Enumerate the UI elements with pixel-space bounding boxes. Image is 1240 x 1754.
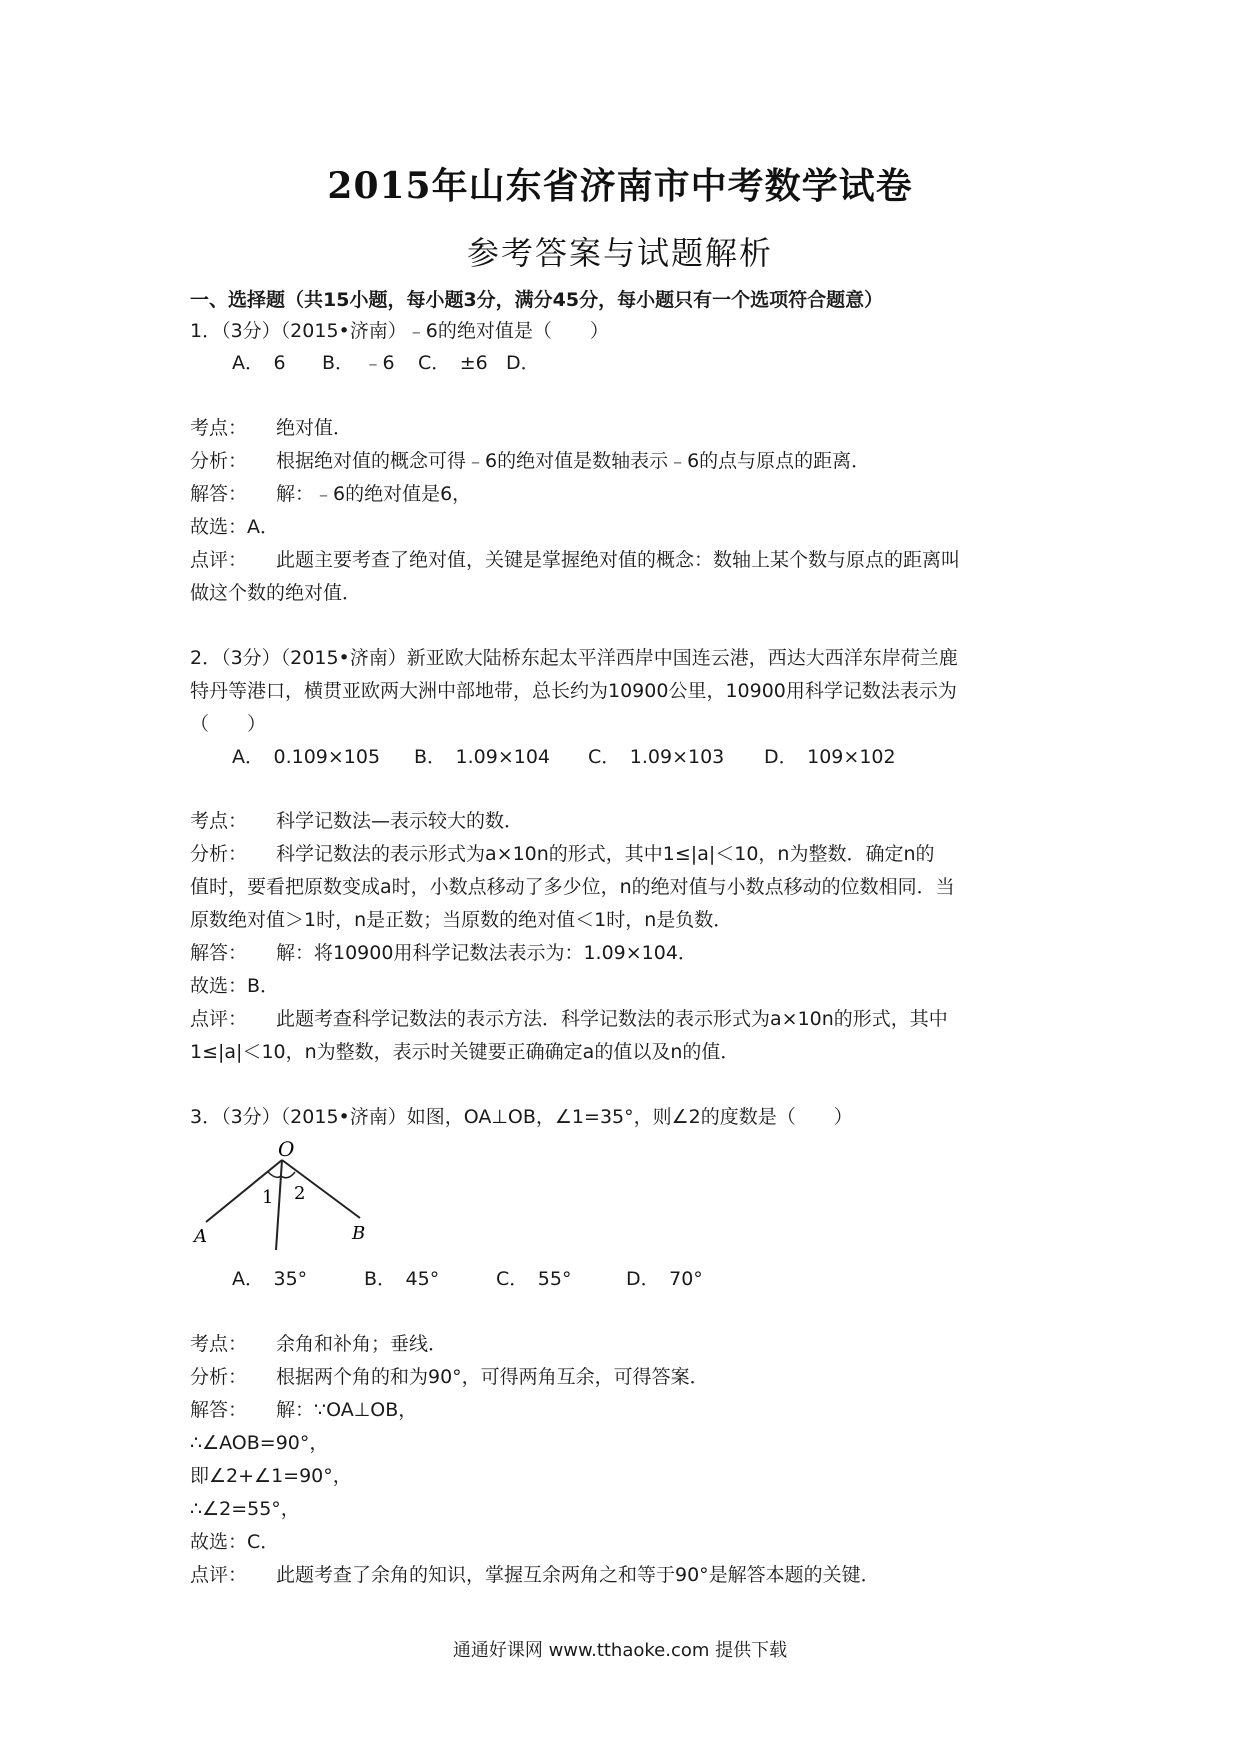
q2-kaodian — [190, 808, 523, 834]
q1-kaodian-label: 考点： — [190, 417, 248, 439]
q3-fenxi — [190, 1364, 709, 1390]
q1-answer: 故选：A． — [190, 516, 279, 538]
q2-stem-1: 2．（3分）（2015•济南）新亚欧大陆桥东起太平洋西岸中国连云港，西达大西洋东岸荷兰鹿 — [190, 647, 958, 669]
q2-option-a: A． 0.109×105 — [232, 746, 381, 768]
q1-dianping-label: 点评： — [190, 549, 248, 571]
q1-fenxi — [190, 448, 870, 474]
q3-fenxi-text: 根据两个角的和为90°，可得两角互余，可得答案． — [276, 1366, 709, 1388]
q2-fenxi-text: 科学记数法的表示形式为a×10n的形式，其中1≤|a|＜10，n为整数．确定n的 — [276, 843, 935, 865]
q2-dianping-text: 此题考查科学记数法的表示方法．科学记数法的表示形式为a×10n的形式，其中 — [276, 1008, 948, 1030]
q3-option-a: A． 35° — [232, 1268, 308, 1290]
q2-answer: 故选：B． — [190, 975, 280, 997]
q1-jieda-label: 解答： — [190, 483, 248, 505]
q1-fenxi-text: 根据绝对值的概念可得﹣6的绝对值是数轴表示﹣6的点与原点的距离． — [276, 450, 871, 472]
q2-kaodian-text: 科学记数法—表示较大的数． — [276, 810, 524, 832]
ray-oc — [276, 1160, 282, 1250]
page-footer: 通通好课网 www.tthaoke.com 提供下载 — [452, 1640, 788, 1661]
q3-step-3: ∴∠2=55°， — [190, 1498, 300, 1520]
q1-dianping-cont: 做这个数的绝对值． — [190, 582, 362, 604]
angle-1-arc — [268, 1172, 281, 1177]
angle-2-arc — [281, 1172, 295, 1178]
q2-jieda-text: 解：将10900用科学记数法表示为：1.09×104． — [276, 942, 697, 964]
q2-fenxi-label: 分析： — [190, 843, 248, 865]
q3-jieda-text: 解：∵OA⊥OB， — [276, 1399, 418, 1421]
q2-dianping-label: 点评： — [190, 1008, 248, 1030]
q3-option-b: B． 45° — [364, 1268, 440, 1290]
q1-dianping — [190, 547, 960, 573]
q2-options — [232, 744, 896, 770]
q1-jieda — [190, 481, 471, 507]
q3-jieda — [190, 1397, 417, 1423]
label-angle-2: 2 — [294, 1183, 306, 1204]
q2-stem-3: （ ） — [190, 713, 267, 735]
q3-kaodian-text: 余角和补角；垂线． — [276, 1333, 448, 1355]
q2-dianping — [190, 1006, 948, 1032]
q3-options — [232, 1266, 703, 1292]
label-angle-1: 1 — [262, 1187, 274, 1208]
q1-options — [232, 350, 540, 376]
q3-dianping-label: 点评： — [190, 1564, 248, 1586]
label-a: A — [194, 1226, 207, 1247]
q3-answer: 故选：C． — [190, 1531, 280, 1553]
q2-option-d: D． 109×102 — [764, 746, 896, 768]
label-o: O — [278, 1138, 295, 1161]
q3-stem: 3．（3分）（2015•济南）如图，OA⊥OB，∠1=35°，则∠2的度数是（ ） — [190, 1106, 853, 1128]
q3-step-2: 即∠2+∠1=90°， — [190, 1465, 352, 1487]
q3-angle-figure — [192, 1138, 382, 1260]
q3-jieda-label: 解答： — [190, 1399, 248, 1421]
q3-kaodian-label: 考点： — [190, 1333, 248, 1355]
q2-jieda — [190, 940, 697, 966]
q2-fenxi — [190, 841, 935, 867]
q2-kaodian-label: 考点： — [190, 810, 248, 832]
page-subtitle: 参考答案与试题解析 — [466, 234, 773, 272]
q3-step-1: ∴∠AOB=90°， — [190, 1432, 329, 1454]
q3-dianping — [190, 1562, 880, 1588]
label-b: B — [352, 1223, 366, 1244]
q3-option-c: C． 55° — [496, 1268, 572, 1290]
q1-kaodian-text: 绝对值． — [276, 417, 353, 439]
q1-option-c: C． ±6 — [418, 352, 488, 374]
q3-fenxi-label: 分析： — [190, 1366, 248, 1388]
q2-fenxi-cont-2: 原数绝对值＞1时，n是正数；当原数的绝对值＜1时，n是负数． — [190, 909, 733, 931]
q3-kaodian — [190, 1331, 447, 1357]
q1-option-b: B． ﹣6 — [322, 352, 395, 374]
q1-option-d: D． — [506, 352, 540, 374]
q1-option-a: A． 6 — [232, 352, 286, 374]
q1-fenxi-label: 分析： — [190, 450, 248, 472]
q1-stem: 1．（3分）（2015•济南）﹣6的绝对值是（ ） — [190, 320, 609, 342]
q2-jieda-label: 解答： — [190, 942, 248, 964]
q2-dianping-cont: 1≤|a|＜10，n为整数，表示时关键要正确确定a的值以及n的值． — [190, 1041, 740, 1063]
section-heading: 一、选择题（共15小题，每小题3分，满分45分，每小题只有一个选项符合题意） — [190, 289, 884, 311]
page-title: 2015年山东省济南市中考数学试卷 — [327, 165, 913, 207]
q2-option-b: B． 1.09×104 — [414, 746, 551, 768]
q1-dianping-text: 此题主要考查了绝对值，关键是掌握绝对值的概念：数轴上某个数与原点的距离叫 — [276, 549, 961, 571]
q2-fenxi-cont-1: 值时，要看把原数变成a时，小数点移动了多少位，n的绝对值与小数点移动的位数相同．当 — [190, 876, 955, 898]
q2-option-c: C． 1.09×103 — [588, 746, 725, 768]
q1-jieda-text: 解：﹣6的绝对值是6， — [276, 483, 472, 505]
q3-dianping-text: 此题考查了余角的知识，掌握互余两角之和等于90°是解答本题的关键． — [276, 1564, 880, 1586]
q3-option-d: D． 70° — [626, 1268, 703, 1290]
q2-stem-2: 特丹等港口，横贯亚欧两大洲中部地带，总长约为10900公里，10900用科学记数法表示为 — [190, 680, 957, 702]
q1-kaodian — [190, 415, 352, 441]
